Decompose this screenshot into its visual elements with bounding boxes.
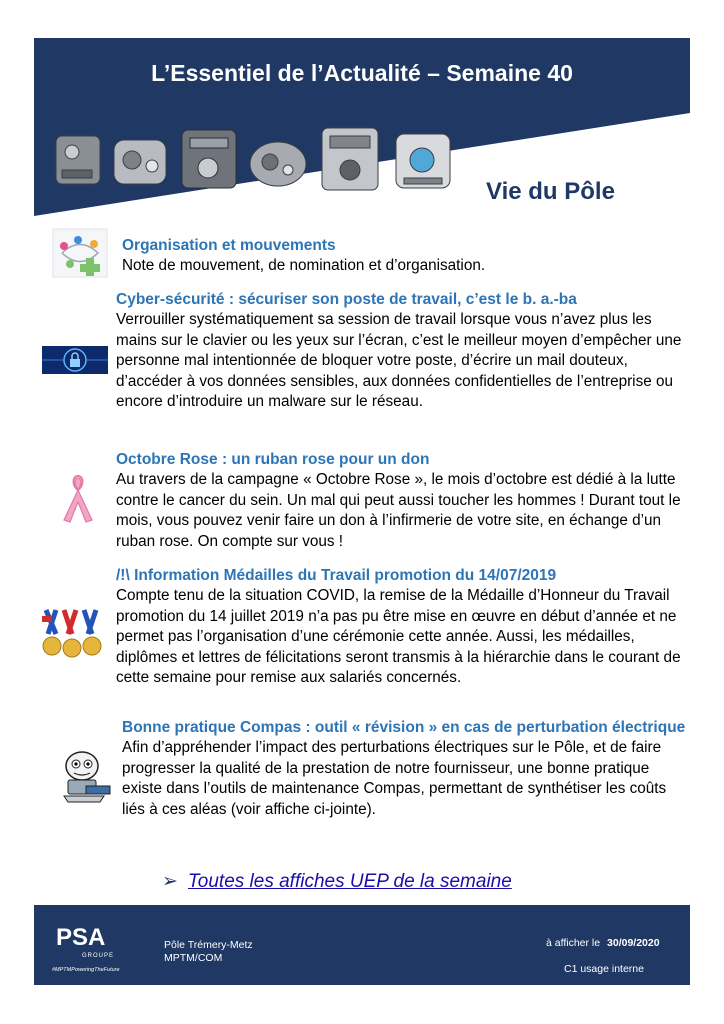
section-body: Verrouiller systématiquement sa session de travail lorsque vous n’avez plus les mains sur le clavier ou les yeux sur l’écran, c’est le meilleur moyen d’empêcher une personne mal intentionnée de bloquer votre poste, d’écrire un mail douteux, d’accéder à vos données sensibles, aux données confidentielles de l’entreprise ou encore d’introduire un malware sur le réseau.	[116, 311, 682, 411]
security-lock-icon	[42, 346, 108, 374]
engine-icon	[322, 128, 378, 190]
section-cyber	[116, 290, 688, 413]
footer-dept: MPTM/COM	[164, 952, 223, 964]
section-octobre-rose	[116, 450, 688, 552]
footer	[34, 905, 690, 985]
page-title: L’Essentiel de l’Actualité – Semaine 40	[151, 60, 573, 86]
section-body: Note de mouvement, de nomination et d’organisation.	[122, 257, 486, 274]
gearbox-icon	[250, 142, 306, 186]
footer-site: Pôle Trémery-Metz	[164, 939, 253, 951]
electric-motor-icon	[396, 134, 450, 188]
posters-link[interactable]: Toutes les affiches UEP de la semaine	[187, 871, 512, 892]
network-people-icon	[52, 228, 108, 278]
section-body: Compte tenu de la situation COVID, la remise de la Médaille d’Honneur du Travail promotion du 14 juillet 2019 n’a pas pu être mise en œuvre en début d’année et ne permet pas l’organisation d’une cérémonie cette année. Aussi, les médailles, diplômes et lettres de félicitations seront transmis à la hiérarchie dans le courant de cette semaine pour remise aux salariés concernés.	[116, 587, 681, 687]
section-title: Octobre Rose : un ruban rose pour un don	[116, 451, 430, 468]
section-title: Cyber-sécurité : sécuriser son poste de travail, c’est le b. a.-ba	[116, 291, 577, 308]
display-date: 30/09/2020	[607, 937, 660, 949]
arrow-bullet-icon: ➢	[162, 871, 178, 892]
display-date-label: à afficher le	[546, 937, 601, 949]
section-title: Bonne pratique Compas : outil « révision » en cas de perturbation électrique	[122, 719, 686, 736]
engine-icon	[56, 136, 100, 184]
section-body: Au travers de la campagne « Octobre Rose », le mois d’octobre est dédié à la lutte contre le cancer du sein. Un mal qui peut aussi toucher les hommes ! Durant tout le mois, vous pouvez venir faire un don à l’infirmerie de votre site, en échange d’un ruban rose. On compte sur vous !	[116, 471, 681, 550]
psa-logo	[52, 919, 142, 975]
psa-logo-sub: GROUPE	[82, 953, 115, 959]
section-title: Organisation et mouvements	[122, 237, 336, 254]
engine-icon	[182, 130, 236, 188]
psa-logo-text: PSA	[56, 924, 106, 951]
engine-images	[52, 120, 456, 204]
section-title: /!\ Information Médailles du Travail promotion du 14/07/2019	[116, 567, 557, 584]
hashtag: #MPTMPoweringTheFuture	[52, 967, 120, 973]
section-organisation	[122, 236, 682, 277]
display-date-row	[546, 937, 660, 950]
pink-ribbon-icon	[58, 470, 98, 524]
section-heading: Vie du Pôle	[486, 178, 615, 205]
compas-mascot-icon	[54, 746, 114, 804]
section-compas	[122, 718, 688, 820]
posters-link-row	[162, 870, 512, 893]
gearbox-icon	[114, 140, 166, 184]
classification-label: C1 usage interne	[564, 963, 644, 975]
section-body: Afin d’appréhender l’impact des perturbations électriques sur le Pôle, et de faire progresser la qualité de la prestation de notre fournisseur, une bonne pratique existe dans l’outils de maintenance Compas, permettant de synthétiser les coûts liés à ces aléas (voir affiche ci-jointe).	[122, 739, 667, 818]
section-medailles	[116, 566, 688, 689]
medals-icon	[42, 606, 108, 662]
